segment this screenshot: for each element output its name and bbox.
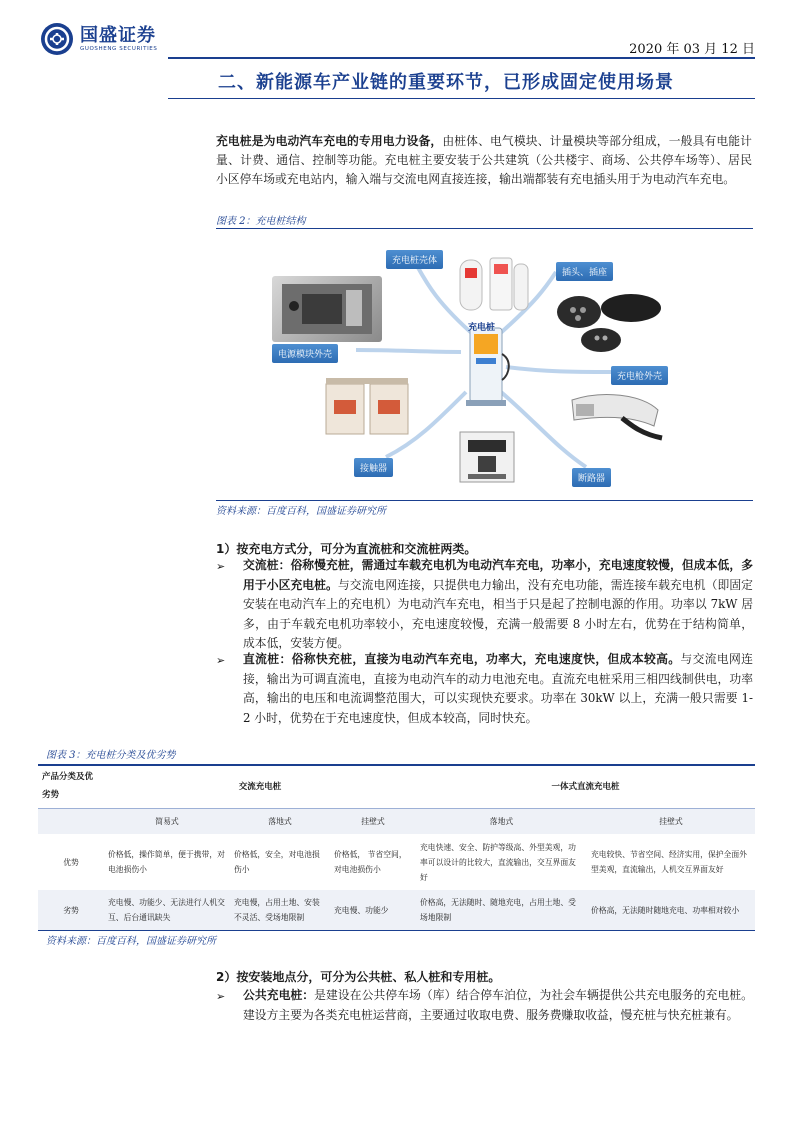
header-divider [168, 57, 755, 59]
charging-pile-center-label: 充电桩 [468, 323, 496, 333]
table-cell: 充电慢、功能少 [330, 890, 416, 930]
figure3-source: 资料来源：百度百科，国盛证券研究所 [46, 936, 216, 947]
figure2-source: 资料来源：百度百科，国盛证券研究所 [216, 506, 386, 517]
ac-pile-paragraph [243, 556, 753, 654]
table-bottom-rule [38, 930, 755, 931]
table-subheader-cell: 落地式 [230, 808, 330, 834]
figure2-bottom-rule [216, 500, 753, 501]
tag-breaker: 断路器 [572, 468, 611, 487]
report-date: 2020 年 03 月 12 日 [629, 42, 755, 57]
charging-gun-illustration [562, 382, 672, 442]
table-header-rule [38, 808, 755, 809]
ac-bullet: ➢ [216, 560, 226, 573]
table-subheader-empty [38, 808, 104, 834]
tag-plug-socket: 插头、插座 [556, 262, 613, 281]
table-row [38, 890, 755, 930]
dc-pile-paragraph [243, 650, 753, 728]
tag-power-module-shell: 电源模块外壳 [272, 344, 338, 363]
tag-pile-shell: 充电桩壳体 [386, 250, 443, 269]
table-row [38, 834, 755, 890]
charging-pile-classification-table [38, 764, 755, 930]
table-cell: 充电慢，占用土地、安装不灵活、受场地限制 [230, 890, 330, 930]
intro-paragraph [216, 132, 752, 189]
table-cell: 充电快速、安全、防护等级高、外型美观，功率可以设计的比较大，直流输出，交互界面友好 [420, 842, 576, 882]
contactor-illustration [320, 374, 416, 440]
public-bullet: ➢ [216, 990, 226, 1003]
table-header-dc-group: 一体式直流充电桩 [551, 782, 620, 792]
table-cell: 价格高，无法随时、随地充电，占用土地、受场地限制 [416, 890, 587, 930]
breaker-illustration [454, 428, 520, 486]
pile-shell-illustration [452, 254, 532, 312]
table-cell: 充电较快、节省空间、经济实用，保护全面外型美观，直流输出，人机交互界面友好 [591, 850, 747, 874]
section-divider [168, 98, 755, 99]
dc-pile-bold: 直流桩：俗称快充桩，直接为电动汽车充电，功率大，充电速度快，但成本较高。 [243, 652, 681, 666]
intro-text: 由桩体、电气模块、计量模块等部分组成，一般具有电能计量、计费、通信、控制等功能。充电桩主要安装于公共建筑（公共楼宇、商场、公共停车场等）、居民小区停车场或充电站内，输入端与交流电网直接连接，输出端都装有充电插头用于为电动汽车充电。 [216, 134, 752, 186]
breaker-photo [454, 428, 520, 486]
table-row-label: 劣势 [38, 890, 104, 930]
figure2-top-rule [216, 228, 753, 229]
charging-pile-photo [456, 324, 516, 409]
section-title: 二、新能源车产业链的重要环节，已形成固定使用场景 [218, 72, 674, 93]
power-module-illustration [272, 276, 382, 342]
dc-pile-text: 与交流电网连接，输出为可调直流电，直接为电动汽车的动力电池充电。直流充电桩采用三相四线制供电，功率高，输出的电压和电流调整范围大，可以实现快充要求。功率在 30kW 以上，充满一般只需要 1-2 小时，优势在于充电速度快，但成本较高，同时快充。 [243, 652, 753, 725]
pile-shell-photo [452, 254, 532, 312]
ac-pile-text: 与交流电网连接，只提供电力输出，没有充电功能，需连接车载充电机（即固定安装在电动汽车上的充电机）为电动汽车充电，相当于只是起了控制电源的作用。功率以 7kW 居多，由于车载充电机功率较小，充电速度较慢，充满一般需要 8 小时左右，优势在于结构简单，成本低，安装方便。 [243, 577, 753, 650]
public-pile-paragraph [243, 986, 753, 1025]
charging-pile-structure-figure [266, 242, 686, 492]
table-cell: 充电慢、功能少、无法进行人机交互、后台通讯缺失 [104, 890, 230, 930]
plug-socket-illustration [551, 282, 671, 352]
public-pile-text: 是建设在公共停车场（库）结合停车泊位，为社会车辆提供公共充电服务的充电桩。建设方主要为各类充电桩运营商，主要通过收取电费、服务费赚取收益，慢充桩与快充桩兼有。 [243, 988, 753, 1022]
section2-heading: 2）按安装地点分，可分为公共桩、私人桩和专用桩。 [216, 970, 501, 984]
brand-name-cn: 国盛证券 [80, 24, 156, 46]
section1-heading: 1）按充电方式分，可分为直流桩和交流桩两类。 [216, 542, 477, 556]
figure3-caption: 图表 3：充电桩分类及优劣势 [46, 750, 176, 761]
table-header-ac-group: 交流充电桩 [238, 782, 282, 792]
table-subheader-cell: 落地式 [416, 808, 587, 834]
tag-contactor: 接触器 [354, 458, 393, 477]
table-group-header-row [38, 764, 755, 808]
table-cell: 价格低，安全，对电池损伤小 [234, 850, 320, 874]
table-cell: 价格低， 节省空间，对电池损伤小 [334, 850, 407, 874]
table-subheader-cell: 简易式 [104, 808, 230, 834]
plug-socket-photo [551, 282, 671, 352]
brand-logo [40, 22, 157, 56]
table-cell: 价格高，无法随时随地充电、功率相对较小 [587, 890, 755, 930]
ac-pile-bold: 交流桩：俗称慢充桩，需通过车载充电机为电动汽车充电，功率小，充电速度较慢，但成本低，多用于小区充电桩。 [243, 558, 753, 592]
public-pile-bold: 公共充电桩： [243, 988, 315, 1002]
tag-gun-shell: 充电枪外壳 [611, 366, 668, 385]
table-header-category: 产品分类及优劣势 [42, 772, 94, 800]
table-subheader-row [38, 808, 755, 834]
guosheng-logo-icon [40, 22, 74, 56]
power-module-photo [272, 276, 382, 342]
brand-name-en: GUOSHENG SECURITIES [80, 45, 158, 52]
figure2-caption: 图表 2：充电桩结构 [216, 216, 306, 227]
table-cell: 价格低，操作简单，便于携带，对电池损伤小 [108, 850, 225, 874]
table-row-label: 优势 [63, 857, 79, 867]
table-subheader-cell: 挂壁式 [587, 808, 755, 834]
intro-bold-lead: 充电桩是为电动汽车充电的专用电力设备， [216, 134, 443, 148]
contactor-photo [320, 374, 416, 440]
table-subheader-cell: 挂壁式 [330, 808, 416, 834]
dc-bullet: ➢ [216, 654, 226, 667]
charging-gun-photo [562, 382, 672, 442]
charging-pile-illustration [456, 324, 516, 409]
